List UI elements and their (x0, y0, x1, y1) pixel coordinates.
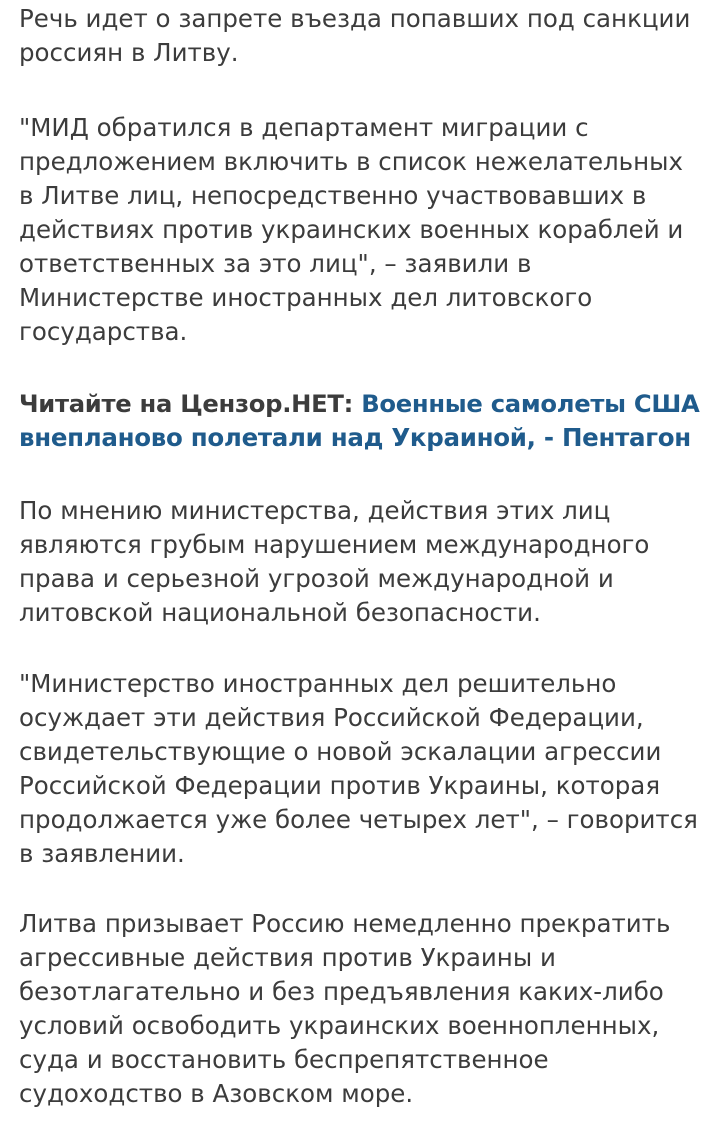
text-line: Литва призывает Россию немедленно прекратить (19, 909, 671, 938)
text-line: в Литве лиц, непосредственно участвовавших в (19, 181, 647, 210)
read-also-block (19, 387, 699, 455)
related-article-link[interactable]: Военные самолеты США (361, 389, 700, 418)
text-line: продолжается уже более четырех лет", – говорится (19, 805, 698, 834)
related-article-link[interactable]: внепланово полетали над Украиной, - Пентагон (19, 423, 691, 452)
read-also-line (19, 421, 699, 455)
text-line: россиян в Литву. (19, 38, 239, 67)
read-also-line (19, 387, 699, 421)
text-line: агрессивные действия против Украины и (19, 943, 556, 972)
paragraph-condemnation-quote (19, 667, 699, 871)
paragraph-lithuania-demands (19, 907, 699, 1111)
text-line: Российской Федерации против Украины, которая (19, 771, 661, 800)
text-line: "Министерство иностранных дел решительно (19, 669, 617, 698)
text-line: По мнению министерства, действия этих лиц (19, 496, 611, 525)
text-line: в заявлении. (19, 839, 185, 868)
text-line: безотлагательно и без предъявления каких-либо (19, 977, 664, 1006)
read-also-prefix: Читайте на Цензор.НЕТ: (19, 389, 354, 418)
text-line: Речь идет о запрете въезда попавших под санкции (19, 4, 691, 33)
text-line: свидетельствующие о новой эскалации агрессии (19, 737, 662, 766)
text-line: условий освободить украинских военнопленных, (19, 1011, 660, 1040)
text-line: ответственных за это лиц", – заявили в (19, 249, 532, 278)
text-line: Министерстве иностранных дел литовского (19, 283, 593, 312)
text-line: "МИД обратился в департамент миграции с (19, 113, 589, 142)
text-line: государства. (19, 317, 188, 346)
text-line: действиях против украинских военных кораблей и (19, 215, 684, 244)
paragraph-ministry-opinion (19, 494, 699, 630)
text-line: предложением включить в список нежелательных (19, 147, 683, 176)
text-line: суда и восстановить беспрепятственное (19, 1045, 549, 1074)
text-line: права и серьезной угрозой международной и (19, 564, 614, 593)
text-line: литовской национальной безопасности. (19, 598, 541, 627)
paragraph-entry-ban (19, 2, 699, 70)
text-line: судоходство в Азовском море. (19, 1079, 414, 1108)
text-line: осуждает эти действия Российской Федерации, (19, 703, 644, 732)
text-line: являются грубым нарушением международного (19, 530, 650, 559)
paragraph-mfa-quote (19, 111, 699, 349)
